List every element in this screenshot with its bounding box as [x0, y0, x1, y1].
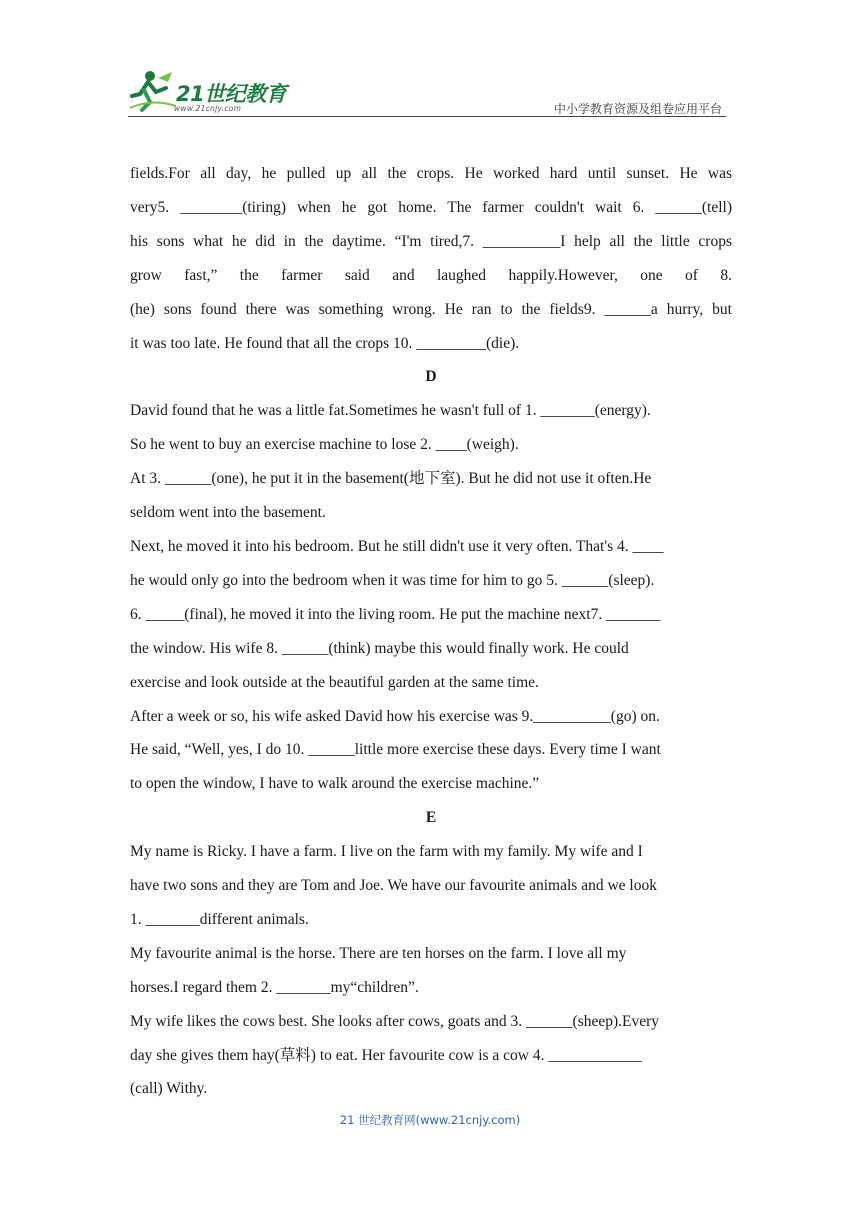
text-line: very5. ________(tiring) when he got home. The farmer couldn't wait 6. ______(tell) [130, 198, 732, 216]
text-line: horses.I regard them 2. _______my“children”. [130, 978, 419, 996]
text-line: his sons what he did in the daytime. “I'm tired,7. __________I help all the little crops [130, 232, 732, 250]
text-line: exercise and look outside at the beautiful garden at the same time. [130, 673, 539, 691]
text-line: (call) Withy. [130, 1080, 208, 1098]
logo-text: 21世纪教育 [176, 82, 287, 106]
text-line: seldom went into the basement. [130, 504, 326, 522]
header-platform-name: 中小学教育资源及组卷应用平台 [553, 102, 722, 116]
text-line: My favourite animal is the horse. There are ten horses on the farm. I love all my [130, 944, 627, 962]
text-line: fields.For all day, he pulled up all the crops. He worked hard until sunset. He was [130, 165, 732, 182]
document-body [130, 157, 732, 1106]
text-line: So he went to buy an exercise machine to lose 2. ____(weigh). [130, 436, 519, 454]
text-line: My wife likes the cows best. She looks after cows, goats and 3. ______(sheep).Every [130, 1012, 660, 1030]
text-line: 6. _____(final), he moved it into the living room. He put the machine next7. _______ [130, 605, 661, 623]
text-line: David found that he was a little fat.Sometimes he wasn't full of 1. _______(energy). [130, 402, 651, 420]
logo-url: www.21cnjy.com [174, 104, 242, 113]
text-line: the window. His wife 8. ______(think) maybe this would finally work. He could [130, 639, 629, 657]
text-line: At 3. ______(one), he put it in the basement(地下室). But he did not use it often.He [130, 470, 652, 488]
runner-logo-icon [128, 68, 178, 114]
text-line: to open the window, I have to walk around the exercise machine.” [130, 775, 540, 793]
text-line: After a week or so, his wife asked David how his exercise was 9.__________(go) on. [130, 707, 660, 725]
text-line: (he) sons found there was something wrong. He ran to the fields9. ______a hurry, but [130, 300, 732, 318]
text-line: Next, he moved it into his bedroom. But he still didn't use it very often. That's 4. ____ [130, 537, 664, 555]
text-line: He said, “Well, yes, I do 10. ______little more exercise these days. Every time I want [130, 741, 661, 759]
text-line: day she gives them hay(草料) to eat. Her favourite cow is a cow 4. ____________ [130, 1046, 642, 1064]
logo [128, 66, 298, 118]
text-line: My name is Ricky. I have a farm. I live on the farm with my family. My wife and I [130, 843, 643, 861]
section-heading: D [425, 368, 437, 386]
text-line: have two sons and they are Tom and Joe. We have our favourite animals and we look [130, 877, 657, 895]
header-divider [128, 116, 726, 117]
page-header [128, 66, 726, 118]
text-line: he would only go into the bedroom when it was time for him to go 5. ______(sleep). [130, 571, 655, 589]
text-line: it was too late. He found that all the crops 10. _________(die). [130, 334, 520, 352]
text-line: grow fast,” the farmer said and laughed happily.However, one of 8. [130, 266, 732, 284]
section-heading: E [425, 809, 437, 827]
page-footer: 21 世纪教育网(www.21cnjy.com) [339, 1113, 521, 1127]
text-line: 1. _______different animals. [130, 910, 309, 928]
